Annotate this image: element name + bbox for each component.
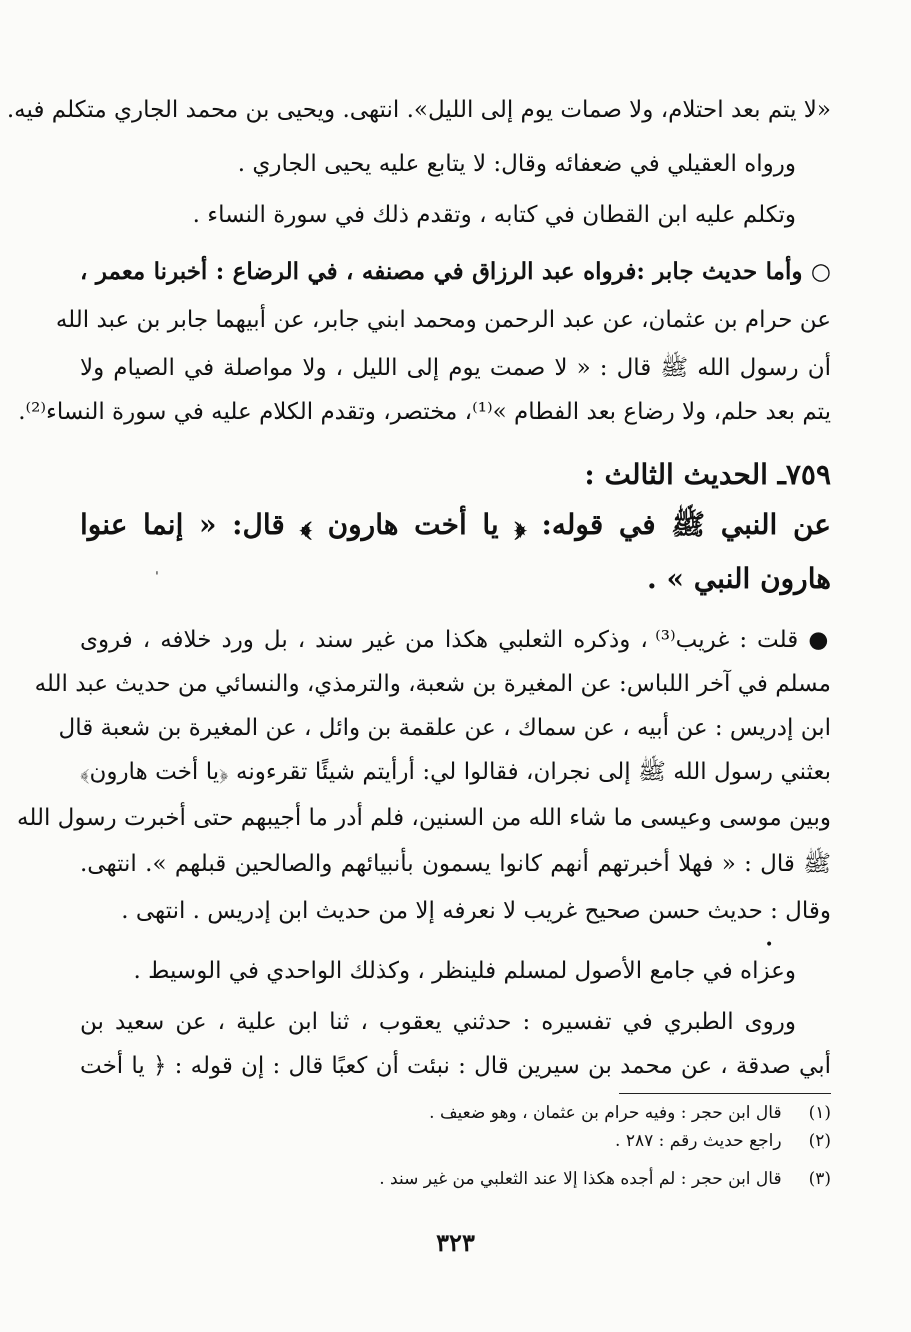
text-line-17: أبي صدقة ، عن محمد بن سيرين قال : نبئت أن كعبًا قال : إن قوله : ﴿ يا أخت — [80, 1053, 831, 1079]
text-line-3: وتكلم عليه ابن القطان في كتابه ، وتقدم ذلك في سورة النساء . — [192, 202, 796, 228]
stray-dot: • — [765, 937, 774, 953]
footnote-1 — [80, 1100, 831, 1126]
footnote-3-number: (٣) — [808, 1169, 831, 1189]
footnote-2-number: (٢) — [808, 1131, 831, 1151]
text-line-11: بعثني رسول الله ﷺ إلى نجران، فقالوا لي: أرأيتم شيئًا تقرءونه ﴿يا أخت هارون﴾ — [80, 759, 831, 785]
hadith-text-line-2: هارون النبي » . — [647, 562, 831, 595]
footnote-separator — [619, 1093, 831, 1094]
page-number: ٣٢٣ — [436, 1228, 475, 1257]
text-line-12: وبين موسى وعيسى ما شاء الله من السنين، فلم أدر ما أجيبهم حتى أخبرت رسول الله — [17, 805, 831, 831]
text-line-16: وروى الطبري في تفسيره : حدثني يعقوب ، ثنا ابن علية ، عن سعيد بن — [80, 1009, 796, 1035]
footnote-3-text: قال ابن حجر : لم أجده هكذا إلا عند الثعلبي من غير سند . — [379, 1169, 782, 1189]
text-line-8: ● قلت : غريب⁽³⁾ ، وذكره الثعلبي هكذا من غير سند ، بل ورد خلافه ، فروى — [80, 627, 831, 653]
footnote-1-text: قال ابن حجر : وفيه حرام بن عثمان ، وهو ضعيف . — [429, 1103, 782, 1123]
text-line-9: مسلم في آخر اللباس: عن المغيرة بن شعبة، والترمذي، والنسائي من حديث عبد الله — [34, 671, 831, 697]
text-line-4: ○ وأما حديث جابر :فرواه عبد الرزاق في مصنفه ، في الرضاع : أخبرنا معمر ، — [80, 258, 831, 285]
text-line-6: أن رسول الله ﷺ قال : « لا صمت يوم إلى الليل ، ولا مواصلة في الصيام ولا — [80, 355, 831, 381]
text-line-13: ﷺ قال : « فهلا أخبرتهم أنهم كانوا يسمون بأنبيائهم والصالحين قبلهم ». انتهى. — [80, 851, 831, 877]
footnote-2-text: راجع حديث رقم : ٢٨٧ . — [615, 1131, 782, 1151]
footnote-3 — [80, 1166, 831, 1192]
footnote-2 — [80, 1128, 831, 1154]
hadith-heading: ٧٥٩ـ الحديث الثالث : — [584, 458, 831, 491]
text-line-2: ورواه العقيلي في ضعفائه وقال: لا يتابع عليه يحيى الجاري . — [237, 151, 796, 177]
text-line-7: يتم بعد حلم، ولا رضاع بعد الفطام »⁽¹⁾، مختصر، وتقدم الكلام عليه في سورة النساء⁽²⁾. — [18, 399, 831, 425]
text-line-1: «لا يتم بعد احتلام، ولا صمات يوم إلى الليل». انتهى. ويحيى بن محمد الجاري متكلم فيه. — [6, 97, 831, 123]
text-line-5: عن حرام بن عثمان، عن عبد الرحمن ومحمد ابني جابر، عن أبيهما جابر بن عبد الله — [55, 307, 831, 333]
text-line-10: ابن إدريس : عن أبيه ، عن سماك ، عن علقمة بن وائل ، عن المغيرة بن شعبة قال — [58, 715, 831, 741]
stray-mark: ˈ — [155, 570, 159, 586]
hadith-text-line-1: عن النبي ﷺ في قوله: ﴿ يا أخت هارون ﴾ قال: « إنما عنوا — [80, 508, 831, 541]
text-line-15: وعزاه في جامع الأصول لمسلم فلينظر ، وكذلك الواحدي في الوسيط . — [133, 958, 796, 984]
text-line-14: وقال : حديث حسن صحيح غريب لا نعرفه إلا من حديث ابن إدريس . انتهى . — [121, 898, 831, 924]
footnote-1-number: (١) — [808, 1103, 831, 1123]
